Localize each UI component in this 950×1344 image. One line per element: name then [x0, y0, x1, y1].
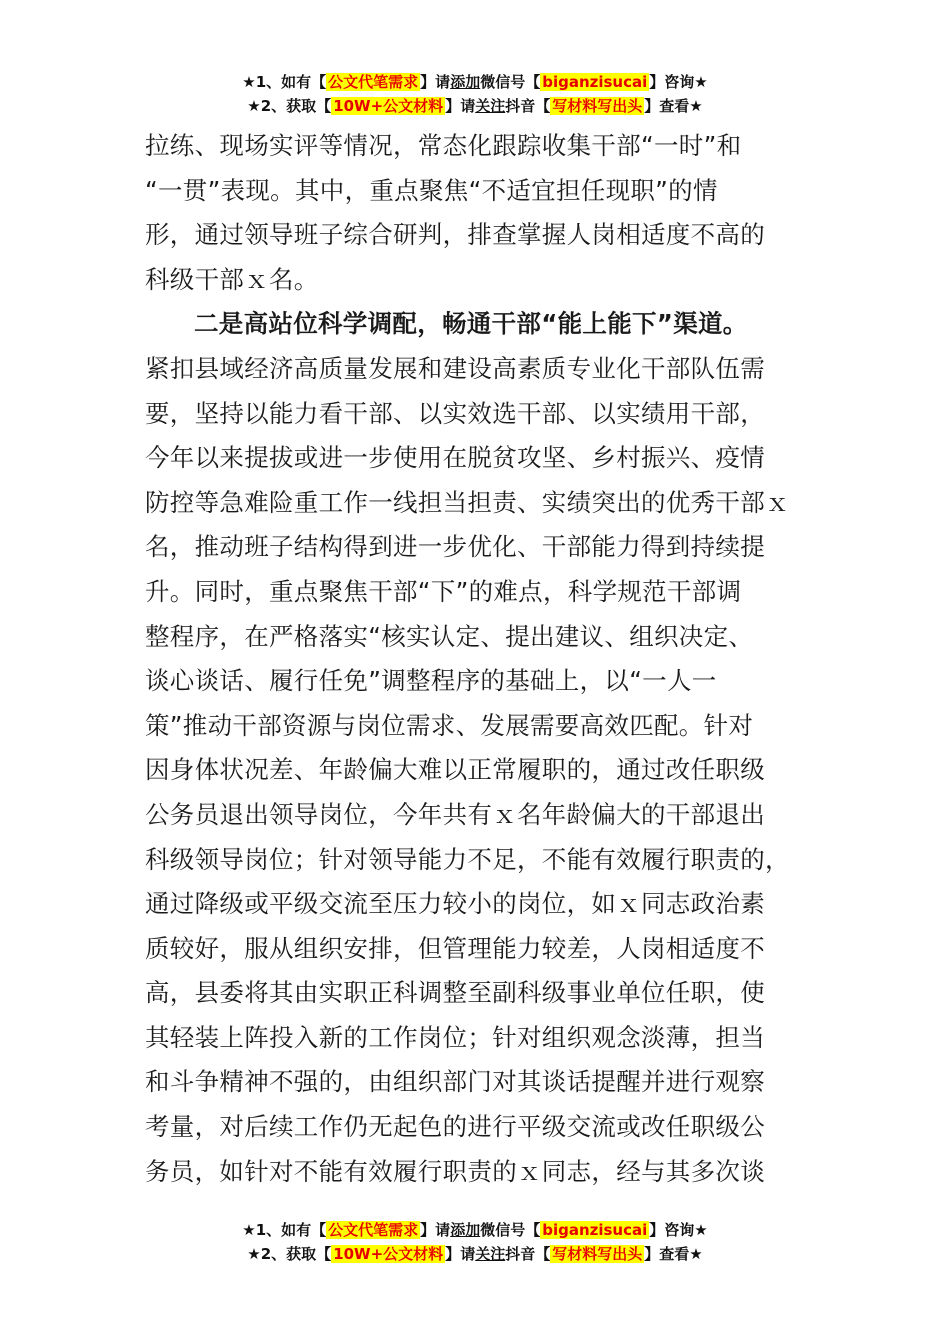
banner-underline: 关注 [475, 97, 506, 115]
body-line: 和斗争精神不强的，由组织部门对其谈话提醒并进行观察 [145, 1067, 765, 1097]
body-line: 其轻装上阵投入新的工作岗位；针对组织观念淡薄，担当 [145, 1022, 765, 1052]
banner-text: 】咨询★ [649, 73, 708, 91]
banner-text: 】查看★ [644, 97, 703, 115]
body-line: 要，坚持以能力看干部、以实效选干部、以实绩用干部， [145, 398, 765, 428]
banner-text: 】咨询★ [649, 1221, 708, 1239]
body-line: 策”推动干部资源与岗位需求、发展需要高效匹配。针对 [145, 710, 754, 740]
body-line: 紧扣县域经济高质量发展和建设高素质专业化干部队伍需 [145, 353, 765, 383]
banner-underline: 添加 [450, 73, 481, 91]
body-line: 科级干部ｘ名。 [145, 264, 319, 294]
banner-highlight: biganzisucai [542, 73, 648, 91]
banner-underline: 关注 [475, 1245, 506, 1263]
body-line: 高，县委将其由实职正科调整至副科级事业单位任职，使 [145, 978, 765, 1008]
body-line: 科级领导岗位；针对领导能力不足，不能有效履行职责的， [145, 844, 790, 874]
footer-banner [0, 1218, 950, 1266]
banner-text: ★1、如有【 [242, 73, 327, 91]
banner-text: 】请 [445, 1245, 476, 1263]
banner-highlight: 写材料写出头 [552, 1245, 643, 1263]
banner-line-2 [0, 1242, 950, 1266]
body-line: 升。同时，重点聚焦干部“下”的难点，科学规范干部调 [145, 576, 742, 606]
banner-text: 抖音【 [505, 97, 551, 115]
banner-text: 】请 [420, 73, 451, 91]
body-line: 名，推动班子结构得到进一步优化、干部能力得到持续提 [145, 532, 765, 562]
body-line: 质较好，服从组织安排，但管理能力较差，人岗相适度不 [145, 933, 765, 963]
banner-text: 】查看★ [644, 1245, 703, 1263]
banner-line-1 [0, 1218, 950, 1242]
body-line: 因身体状况差、年龄偏大难以正常履职的，通过改任职级 [145, 755, 765, 785]
banner-highlight: 10W+公文材料 [333, 1245, 444, 1263]
banner-text: 抖音【 [505, 1245, 551, 1263]
body-line: 形，通过领导班子综合研判，排查掌握人岗相适度不高的 [145, 220, 765, 250]
body-line: 今年以来提拔或进一步使用在脱贫攻坚、乡村振兴、疫情 [145, 443, 765, 473]
banner-highlight: 公文代笔需求 [328, 1221, 419, 1239]
body-line: 公务员退出领导岗位，今年共有ｘ名年龄偏大的干部退出 [145, 799, 765, 829]
banner-highlight: 公文代笔需求 [328, 73, 419, 91]
body-line: “一贯”表现。其中，重点聚焦“不适宜担任现职”的情 [145, 175, 718, 205]
banner-text: ★2、获取【 [247, 1245, 332, 1263]
banner-highlight: 10W+公文材料 [333, 97, 444, 115]
banner-line-1 [0, 70, 950, 94]
banner-line-2 [0, 94, 950, 118]
section-heading: 二是高站位科学调配，畅通干部“能上能下”渠道。 [194, 309, 748, 339]
banner-text: 】请 [420, 1221, 451, 1239]
body-line: 务员，如针对不能有效履行职责的ｘ同志，经与其多次谈 [145, 1156, 765, 1186]
banner-text: 】请 [445, 97, 476, 115]
banner-text: 微信号【 [480, 73, 541, 91]
banner-text: ★2、获取【 [247, 97, 332, 115]
banner-highlight: 写材料写出头 [552, 97, 643, 115]
banner-underline: 添加 [450, 1221, 481, 1239]
header-banner [0, 70, 950, 118]
document-body [145, 124, 805, 1194]
body-line: 通过降级或平级交流至压力较小的岗位，如ｘ同志政治素 [145, 889, 765, 919]
body-line: 拉练、现场实评等情况，常态化跟踪收集干部“一时”和 [145, 131, 742, 160]
body-line: 考量，对后续工作仍无起色的进行平级交流或改任职级公 [145, 1112, 765, 1142]
body-line: 谈心谈话、履行任免”调整程序的基础上，以“一人一 [145, 666, 717, 696]
body-line: 整程序，在严格落实“核实认定、提出建议、组织决定、 [145, 621, 754, 651]
body-line: 防控等急难险重工作一线担当担责、实绩突出的优秀干部ｘ [145, 487, 790, 517]
banner-text: 微信号【 [480, 1221, 541, 1239]
banner-highlight: biganzisucai [542, 1221, 648, 1239]
banner-text: ★1、如有【 [242, 1221, 327, 1239]
